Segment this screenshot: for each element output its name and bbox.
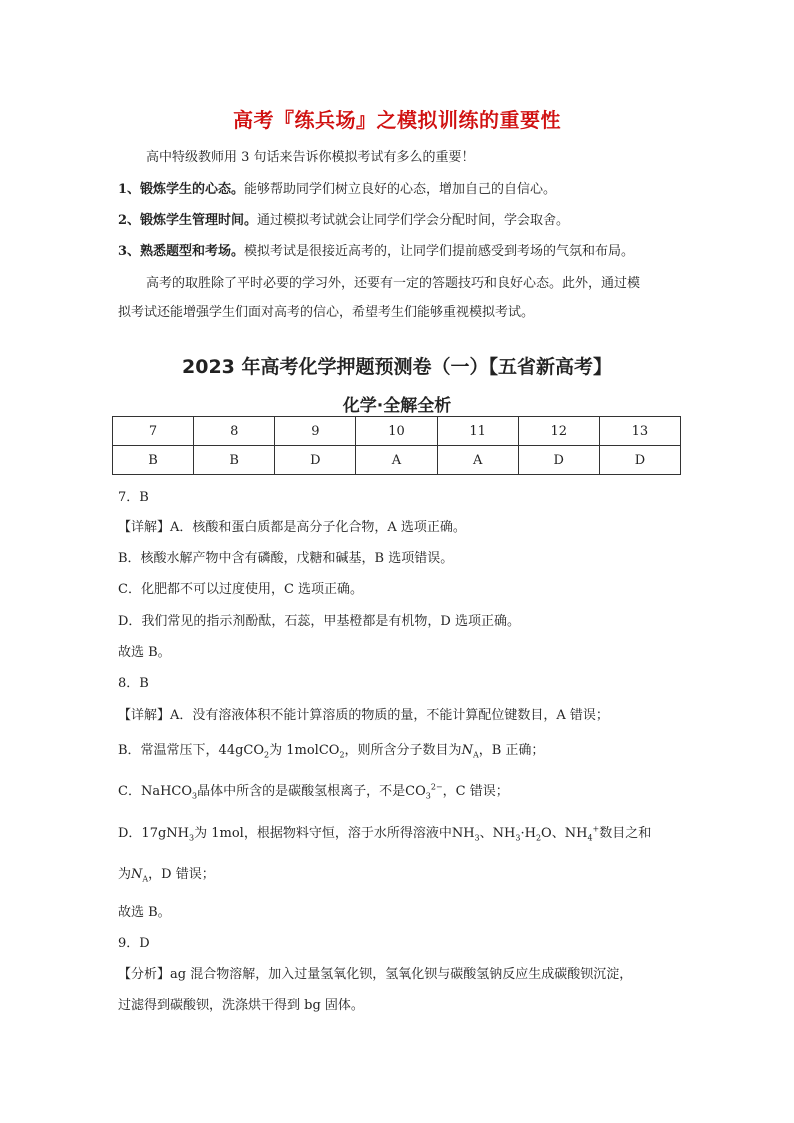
formula: NH [166, 826, 190, 841]
formula: NH [564, 826, 588, 841]
subscript: A [472, 750, 479, 760]
question-number-cell: 7 [113, 417, 194, 446]
q8-line-5 [118, 863, 215, 884]
avogadro-symbol: N [461, 743, 473, 758]
answer-cell: A [437, 446, 518, 475]
avogadro-symbol: N [131, 867, 143, 882]
question-number-cell: 9 [275, 417, 356, 446]
text-run: 、 [551, 826, 565, 841]
point-heading: 3、熟悉题型和考场。 [118, 244, 245, 259]
q9-line-2: 过滤得到碳酸钡，洗涤烘干得到 bg 固体。 [118, 998, 364, 1013]
formula: NH [492, 826, 516, 841]
text-run: ，D 错误； [148, 867, 215, 882]
formula: O [541, 826, 552, 841]
subscript: 2 [264, 750, 270, 760]
subscript: 3 [189, 833, 195, 843]
text-run: 为 [118, 867, 132, 882]
formula: CO [318, 743, 340, 758]
answer-cell: D [599, 446, 680, 475]
subscript: 3 [425, 791, 431, 801]
superscript: + [592, 824, 600, 834]
answer-cell: A [356, 446, 437, 475]
q8-line-1: 【详解】A．没有溶液体积不能计算溶质的物质的量，不能计算配位键数目，A 错误； [118, 708, 609, 723]
formula: NH [451, 826, 475, 841]
subscript: 4 [587, 833, 593, 843]
answer-table-number-row [113, 417, 681, 446]
point-heading: 1、锻炼学生的心态。 [118, 182, 245, 197]
q7-heading: 7．B [118, 490, 149, 505]
text-run: ，B 正确； [478, 743, 545, 758]
q8-line-4 [118, 822, 651, 843]
text-run: 数目之和 [599, 826, 652, 841]
promo-title: 高考『练兵场』之模拟训练的重要性 [233, 108, 561, 132]
point-text: 模拟考试是很接近高考的，让同学们提前感受到考场的气氛和布局。 [244, 244, 635, 259]
formula: NaHCO [140, 784, 193, 799]
q8-line-6: 故选 B。 [118, 905, 171, 920]
q9-heading: 9．D [118, 936, 150, 951]
promo-point-2 [118, 209, 569, 228]
q8-line-3 [118, 780, 509, 801]
subscript: A [142, 874, 149, 884]
question-number-cell: 11 [437, 417, 518, 446]
answer-cell: D [518, 446, 599, 475]
subscript: 3 [474, 833, 480, 843]
question-number-cell: 10 [356, 417, 437, 446]
text-run: ，则所含分子数目为 [344, 743, 462, 758]
q7-line-2: B．核酸水解产物中含有磷酸，戊糖和碱基，B 选项错误。 [118, 551, 454, 566]
text-run: ，C 错误； [442, 784, 509, 799]
answer-cell: D [275, 446, 356, 475]
exam-title: 2023 年高考化学押题预测卷（一）【五省新高考】 [182, 356, 612, 378]
q9-line-1: 【分析】ag 混合物溶解，加入过量氢氧化钡，氢氧化钡与碳酸氢钠反应生成碳酸钡沉淀， [118, 967, 633, 982]
q7-line-1: 【详解】A．核酸和蛋白质都是高分子化合物，A 选项正确。 [118, 520, 466, 535]
promo-closing-line-1: 高考的取胜除了平时必要的学习外，还要有一定的答题技巧和良好心态。此外，通过模 [146, 276, 641, 291]
subscript: 2 [535, 833, 542, 843]
answer-table-answer-row [113, 446, 681, 475]
answer-table [112, 416, 681, 475]
text-run: D．17g [118, 826, 167, 841]
q8-heading: 8．B [118, 676, 149, 691]
formula: CO [243, 743, 265, 758]
exam-subtitle: 化学·全解全析 [342, 396, 452, 416]
question-number-cell: 8 [194, 417, 275, 446]
text-run: 、 [479, 826, 493, 841]
subscript: 3 [192, 791, 198, 801]
q7-line-3: C．化肥都不可以过度使用，C 选项正确。 [118, 582, 364, 597]
answer-cell: B [113, 446, 194, 475]
point-text: 通过模拟考试就会让同学们学会分配时间，学会取舍。 [257, 213, 570, 228]
text-run: 为 1mol [269, 743, 319, 758]
q7-line-5: 故选 B。 [118, 645, 171, 660]
text-run: B．常温常压下，44g [118, 743, 244, 758]
q7-line-4: D．我们常见的指示剂酚酞，石蕊，甲基橙都是有机物，D 选项正确。 [118, 614, 520, 629]
promo-intro: 高中特级教师用 3 句话来告诉你模拟考试有多么的重要！ [146, 150, 475, 165]
question-number-cell: 12 [518, 417, 599, 446]
q8-line-2 [118, 739, 544, 760]
promo-point-1 [118, 178, 556, 197]
promo-point-3 [118, 240, 634, 259]
answer-cell: B [194, 446, 275, 475]
point-heading: 2、锻炼学生管理时间。 [118, 213, 258, 228]
subscript: 3 [515, 833, 521, 843]
question-number-cell: 13 [599, 417, 680, 446]
formula: ·H [520, 826, 536, 841]
subscript: 2 [339, 750, 345, 760]
superscript: 2− [430, 782, 443, 792]
promo-closing-line-2: 拟考试还能增强学生们面对高考的信心，希望考生们能够重视模拟考试。 [118, 305, 535, 320]
point-text: 能够帮助同学们树立良好的心态，增加自己的自信心。 [244, 182, 557, 197]
formula: CO [405, 784, 426, 799]
text-run: 晶体中所含的是碳酸氢根离子，不是 [197, 784, 406, 799]
text-run: 为 1mol，根据物料守恒，溶于水所得溶液中 [194, 826, 452, 841]
text-run: C． [118, 784, 141, 799]
